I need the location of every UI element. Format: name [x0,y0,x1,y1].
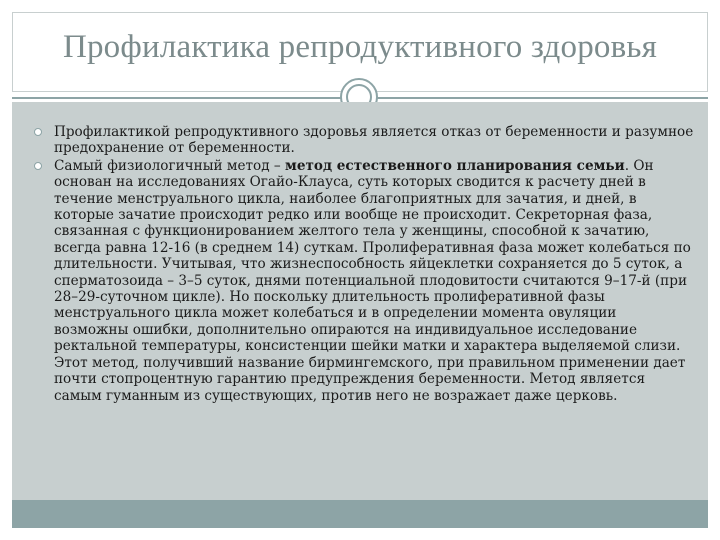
bullet-list [34,124,694,405]
list-item [34,158,694,404]
list-item [34,124,694,157]
slide-title: Профилактика репродуктивного здоровья [62,29,658,65]
content-area [12,102,708,500]
bottom-bar [12,500,708,528]
bullet-bold-term: метод естественного планирования семьи [285,157,625,174]
bullet-text-after: . Он основан на исследованиях Огайо-Клауса, суть которых сводится к расчету дней в течение менструального цикла, наиболее благоприятных для зачатия, и дней, в которые зачатие происходит редко или вообще не происходит. Секреторная фаза, связанная с функционированием желтого тела у женщины, способной к зачатию, всегда равна 12-16 (в среднем 14) суткам. Пролиферативная фаза может колебаться по длительности. Учитывая, что жизнеспособность яйцеклетки сохраняется до 5 суток, а сперматозоида – 3–5 суток, днями потенциальной плодовитости считаются 9–17-й (при 28–29-суточном цикле). Но поскольку длительность пролиферативной фазы менструального цикла может колебаться и в определении момента овуляции возможны ошибки, дополнительно опираются на индивидуальное исследование ректальной температуры, консистенции шейки матки и характера выделяемой слизи. Этот метод, получивший название бирмингемского, при правильном применении дает почти стопроцентную гарантию предупреждения беременности. Метод является самым гуманным из существующих, против него не возражает даже церковь. [54,157,691,404]
bullet-text-before: Самый физиологичный метод – [54,157,286,174]
circle-bullet-icon [34,162,42,170]
bullet-text: Профилактикой репродуктивного здоровья является отказ от беременности и разумное предохранение от беременности. [54,124,694,157]
circle-bullet-icon [34,128,42,136]
